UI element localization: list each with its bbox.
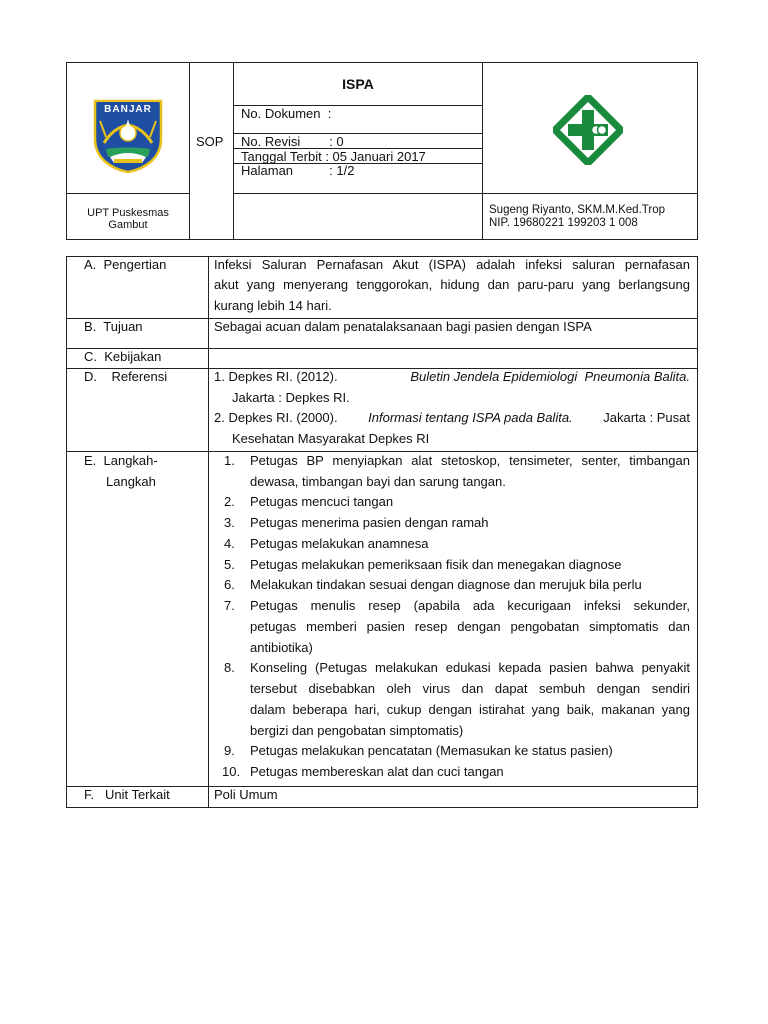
step-text: tersebut disebabkan oleh virus dan dapat sembuh dengan sendiri	[250, 681, 690, 696]
step-number: 8.	[224, 660, 235, 675]
ref1-author: 1. Depkes RI. (2012).	[214, 369, 338, 384]
reference-2	[214, 410, 690, 446]
label-langkah: E. Langkah-	[84, 453, 158, 468]
no-dokumen: No. Dokumen :	[241, 106, 332, 121]
banjar-logo-text: BANJAR	[104, 104, 152, 115]
ref2-title: Informasi tentang ISPA pada Balita.	[368, 410, 573, 425]
ref1-publisher: Jakarta : Depkes RI.	[232, 390, 350, 405]
ref1-title: Buletin Jendela Epidemiologi Pneumonia Balita.	[410, 369, 690, 384]
step-text: Petugas melakukan pencatatan (Memasukan ke status pasien)	[250, 743, 613, 758]
step-text: dalam beberapa hari, cukup dengan istirahat yang baik, makanan yang	[250, 702, 690, 717]
no-revisi: No. Revisi : 0	[241, 134, 344, 149]
step-number: 4.	[224, 536, 235, 551]
step-number: 6.	[224, 577, 235, 592]
step-text: Petugas melakukan anamnesa	[250, 536, 429, 551]
step-text: Petugas menerima pasien dengan ramah	[250, 515, 489, 530]
step-number: 10.	[222, 764, 241, 779]
step-number: 7.	[224, 598, 235, 613]
step-number: 9.	[224, 743, 235, 758]
label-langkah-2: Langkah	[106, 474, 156, 489]
ref2-publisher-line2: Kesehatan Masyarakat Depkes RI	[232, 431, 430, 446]
step-text: petugas memberi pasien resep dengan pengobatan simptomatis dan	[250, 619, 690, 634]
unit-terkait-text: Poli Umum	[214, 787, 278, 802]
step-number: 3.	[224, 515, 235, 530]
pengertian-line-1: Infeksi Saluran Pernafasan Akut (ISPA) adalah infeksi saluran pernafasan	[214, 257, 690, 272]
label-unit-terkait: F. Unit Terkait	[84, 787, 170, 802]
ref2-author: 2. Depkes RI. (2000).	[214, 410, 338, 425]
step-text: dewasa, timbangan bayi dan sarung tangan.	[250, 474, 506, 489]
pengertian-line-3: kurang lebih 14 hari.	[214, 298, 332, 313]
banjar-logo	[92, 97, 164, 173]
step-number: 1.	[224, 453, 235, 468]
sop-label: SOP	[196, 134, 224, 149]
step-text: Konseling (Petugas melakukan edukasi kepada pasien bahwa penyakit	[250, 660, 690, 675]
org-name: UPT Puskesmas Gambut	[87, 207, 169, 231]
tanggal-terbit: Tanggal Terbit : 05 Januari 2017	[241, 149, 426, 164]
puskesmas-logo	[553, 95, 623, 165]
step-text: Petugas membereskan alat dan cuci tangan	[250, 764, 504, 779]
halaman: Halaman : 1/2	[241, 163, 355, 178]
signer-name: Sugeng Riyanto, SKM.M.Ked.Trop	[489, 204, 665, 216]
label-referensi: D. Referensi	[84, 369, 168, 384]
step-text: Petugas melakukan pemeriksaan fisik dan menegakan diagnose	[250, 557, 622, 572]
label-kebijakan: C. Kebijakan	[84, 349, 162, 364]
step-number: 5.	[224, 557, 235, 572]
step-text: Petugas mencuci tangan	[250, 494, 394, 509]
step-number: 2.	[224, 494, 235, 509]
page-title: ISPA	[342, 76, 374, 92]
step-text: Petugas BP menyiapkan alat stetoskop, tensimeter, senter, timbangan	[250, 453, 690, 468]
step-text: Petugas menulis resep (apabila ada kecurigaan infeksi sekunder,	[250, 598, 690, 613]
ref2-publisher: Jakarta : Pusat	[603, 410, 690, 425]
label-pengertian: A. Pengertian	[84, 257, 167, 272]
tujuan-text: Sebagai acuan dalam penatalaksanaan bagi pasien dengan ISPA	[214, 319, 592, 334]
reference-1	[214, 369, 690, 405]
label-tujuan: B. Tujuan	[84, 319, 143, 334]
step-text: Melakukan tindakan sesuai dengan diagnose dan merujuk bila perlu	[250, 577, 642, 592]
pengertian-line-2: akut yang menyerang tenggorokan, hidung dan paru-paru yang berlangsung	[214, 277, 690, 292]
step-text: antibiotika)	[250, 640, 313, 655]
step-text: bergizi dan pengobatan simptomatis)	[250, 723, 464, 738]
signer-nip: NIP. 19680221 199203 1 008	[489, 217, 638, 229]
